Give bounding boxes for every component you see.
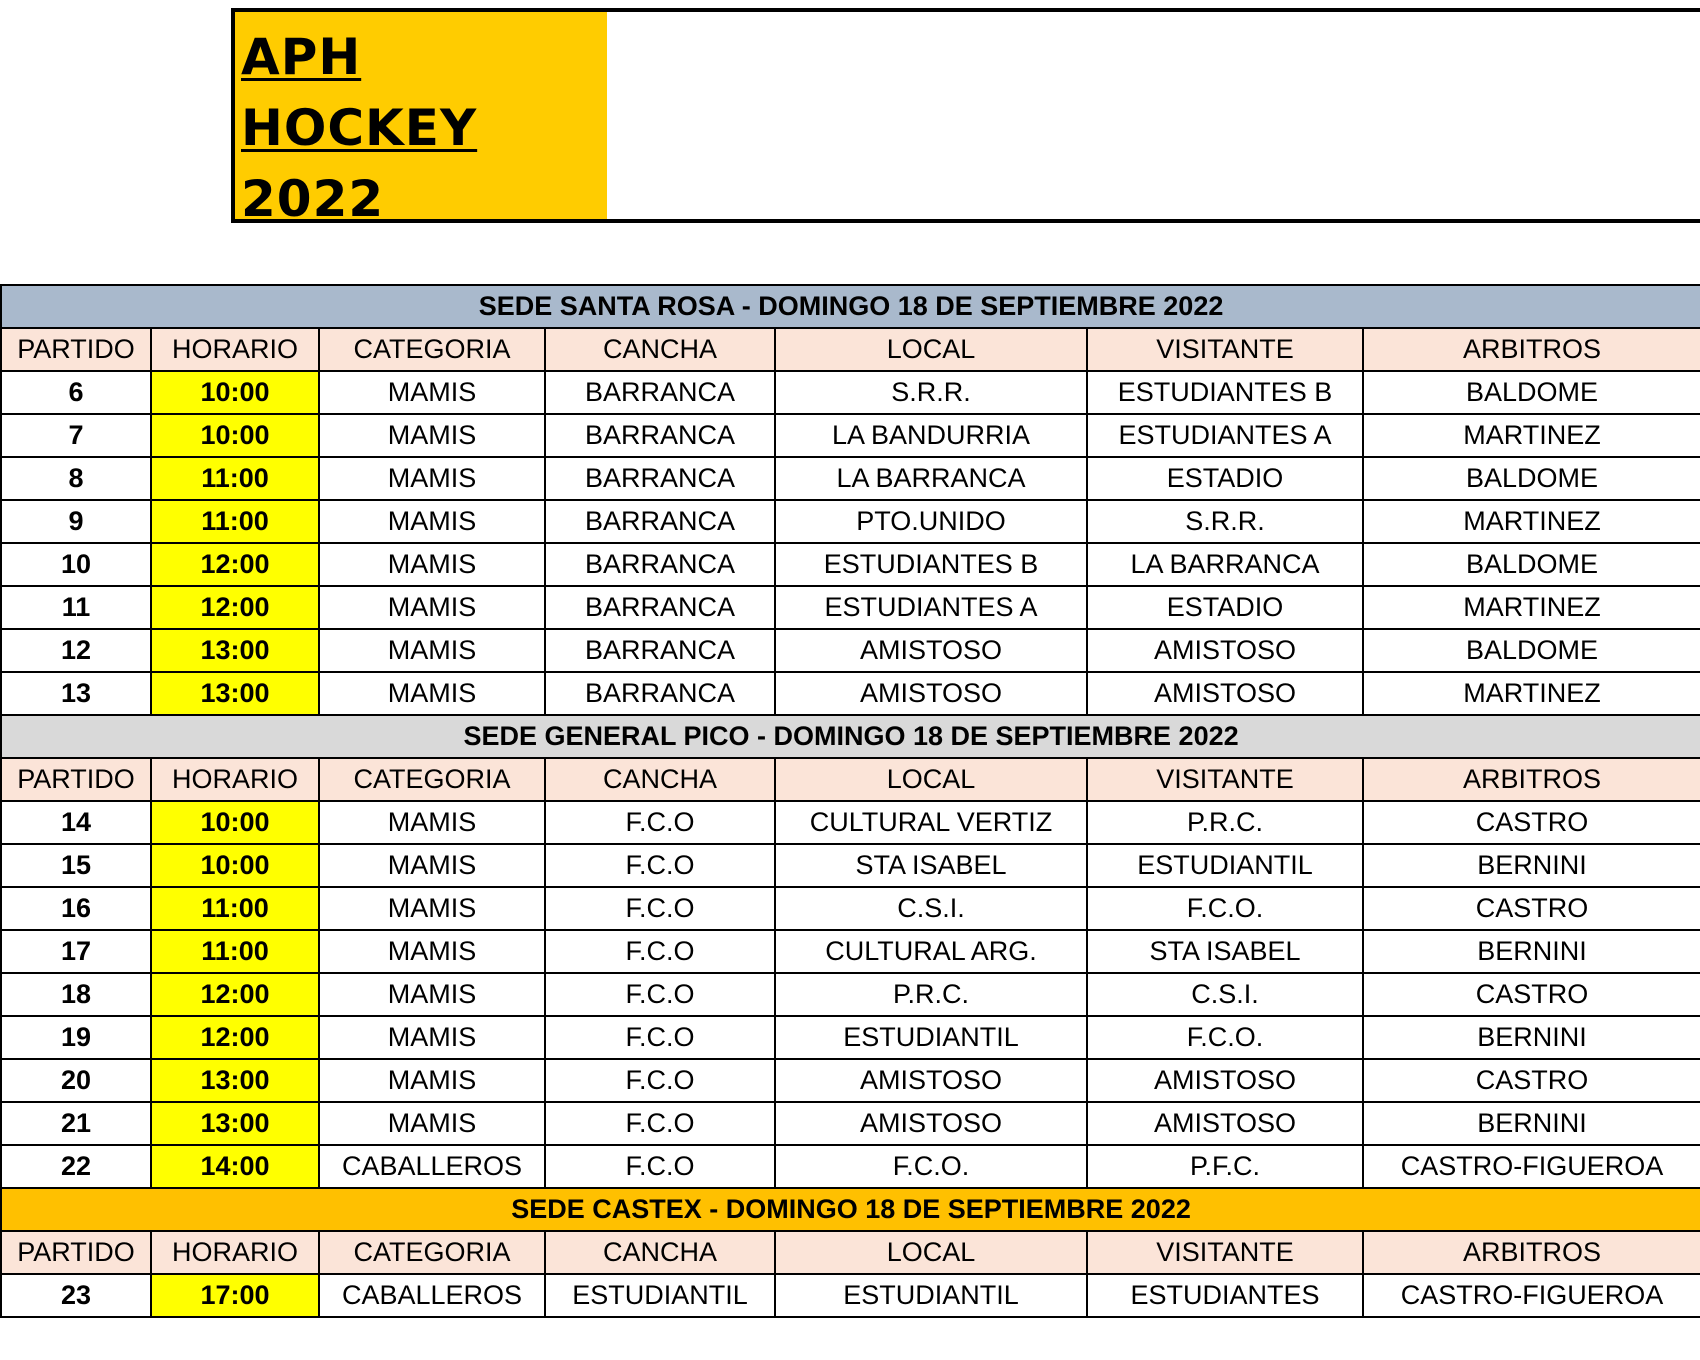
category: MAMIS	[319, 414, 545, 457]
match-time: 12:00	[151, 1016, 319, 1059]
away-team: ESTUDIANTES	[1087, 1274, 1363, 1317]
table-row	[1, 457, 1700, 500]
match-number: 12	[1, 629, 151, 672]
match-time: 13:00	[151, 1059, 319, 1102]
referees: MARTINEZ	[1363, 672, 1700, 715]
category: MAMIS	[319, 371, 545, 414]
section-title: SEDE SANTA ROSA - DOMINGO 18 DE SEPTIEMBRE 2022	[1, 285, 1700, 328]
table-row	[1, 1059, 1700, 1102]
referees: BALDOME	[1363, 457, 1700, 500]
match-number: 21	[1, 1102, 151, 1145]
match-time: 12:00	[151, 586, 319, 629]
field: F.C.O	[545, 973, 775, 1016]
away-team: ESTADIO	[1087, 457, 1363, 500]
field: F.C.O	[545, 844, 775, 887]
home-team: P.R.C.	[775, 973, 1087, 1016]
section-banner	[1, 285, 1700, 328]
referees: BALDOME	[1363, 543, 1700, 586]
section-title: SEDE GENERAL PICO - DOMINGO 18 DE SEPTIEMBRE 2022	[1, 715, 1700, 758]
away-team: AMISTOSO	[1087, 1059, 1363, 1102]
category: MAMIS	[319, 887, 545, 930]
home-team: AMISTOSO	[775, 1102, 1087, 1145]
match-time: 11:00	[151, 887, 319, 930]
referees: BERNINI	[1363, 1102, 1700, 1145]
field: F.C.O	[545, 801, 775, 844]
match-number: 14	[1, 801, 151, 844]
category: MAMIS	[319, 1102, 545, 1145]
table-row	[1, 1145, 1700, 1188]
away-team: ESTUDIANTES B	[1087, 371, 1363, 414]
home-team: AMISTOSO	[775, 672, 1087, 715]
category: MAMIS	[319, 973, 545, 1016]
match-time: 10:00	[151, 414, 319, 457]
header-cancha: CANCHA	[545, 328, 775, 371]
column-header-row	[1, 1231, 1700, 1274]
category: CABALLEROS	[319, 1145, 545, 1188]
category: MAMIS	[319, 586, 545, 629]
table-row	[1, 1016, 1700, 1059]
field: ESTUDIANTIL	[545, 1274, 775, 1317]
category: CABALLEROS	[319, 1274, 545, 1317]
match-time: 13:00	[151, 1102, 319, 1145]
header-cancha: CANCHA	[545, 1231, 775, 1274]
referees: CASTRO	[1363, 887, 1700, 930]
table-row	[1, 672, 1700, 715]
header-partido: PARTIDO	[1, 328, 151, 371]
schedule-body	[1, 285, 1700, 1317]
away-team: STA ISABEL	[1087, 930, 1363, 973]
category: MAMIS	[319, 672, 545, 715]
match-number: 16	[1, 887, 151, 930]
match-time: 13:00	[151, 629, 319, 672]
referees: CASTRO-FIGUEROA	[1363, 1145, 1700, 1188]
match-number: 19	[1, 1016, 151, 1059]
referees: CASTRO-FIGUEROA	[1363, 1274, 1700, 1317]
header-visitante: VISITANTE	[1087, 328, 1363, 371]
away-team: S.R.R.	[1087, 500, 1363, 543]
match-number: 8	[1, 457, 151, 500]
schedule-table	[0, 284, 1700, 1318]
table-row	[1, 586, 1700, 629]
title-line-1: APH	[241, 28, 362, 86]
title-logo	[231, 8, 1700, 228]
home-team: LA BARRANCA	[775, 457, 1087, 500]
away-team: F.C.O.	[1087, 1016, 1363, 1059]
header-categoria: CATEGORIA	[319, 1231, 545, 1274]
match-time: 12:00	[151, 973, 319, 1016]
match-number: 18	[1, 973, 151, 1016]
field: F.C.O	[545, 930, 775, 973]
header-visitante: VISITANTE	[1087, 1231, 1363, 1274]
column-header-row	[1, 758, 1700, 801]
home-team: C.S.I.	[775, 887, 1087, 930]
match-number: 23	[1, 1274, 151, 1317]
away-team: AMISTOSO	[1087, 1102, 1363, 1145]
header-partido: PARTIDO	[1, 758, 151, 801]
match-number: 15	[1, 844, 151, 887]
field: BARRANCA	[545, 414, 775, 457]
match-number: 20	[1, 1059, 151, 1102]
header-partido: PARTIDO	[1, 1231, 151, 1274]
table-row	[1, 844, 1700, 887]
header-categoria: CATEGORIA	[319, 328, 545, 371]
field: F.C.O	[545, 1145, 775, 1188]
match-time: 10:00	[151, 844, 319, 887]
referees: BALDOME	[1363, 371, 1700, 414]
referees: MARTINEZ	[1363, 414, 1700, 457]
table-row	[1, 629, 1700, 672]
referees: CASTRO	[1363, 801, 1700, 844]
table-row	[1, 801, 1700, 844]
field: F.C.O	[545, 1016, 775, 1059]
table-row	[1, 973, 1700, 1016]
field: BARRANCA	[545, 457, 775, 500]
match-time: 10:00	[151, 371, 319, 414]
field: BARRANCA	[545, 586, 775, 629]
table-row	[1, 543, 1700, 586]
category: MAMIS	[319, 801, 545, 844]
away-team: F.C.O.	[1087, 887, 1363, 930]
category: MAMIS	[319, 543, 545, 586]
match-time: 11:00	[151, 457, 319, 500]
away-team: AMISTOSO	[1087, 672, 1363, 715]
section-banner	[1, 1188, 1700, 1231]
away-team: ESTUDIANTIL	[1087, 844, 1363, 887]
category: MAMIS	[319, 457, 545, 500]
title-line-2: HOCKEY	[241, 99, 478, 157]
away-team: ESTUDIANTES A	[1087, 414, 1363, 457]
table-row	[1, 1274, 1700, 1317]
home-team: AMISTOSO	[775, 1059, 1087, 1102]
match-number: 13	[1, 672, 151, 715]
home-team: ESTUDIANTIL	[775, 1016, 1087, 1059]
header-horario: HORARIO	[151, 1231, 319, 1274]
table-row	[1, 1102, 1700, 1145]
category: MAMIS	[319, 1016, 545, 1059]
category: MAMIS	[319, 500, 545, 543]
away-team: P.F.C.	[1087, 1145, 1363, 1188]
match-time: 11:00	[151, 500, 319, 543]
section-title: SEDE CASTEX - DOMINGO 18 DE SEPTIEMBRE 2022	[1, 1188, 1700, 1231]
title-line-3: 2022	[241, 170, 385, 228]
home-team: STA ISABEL	[775, 844, 1087, 887]
match-number: 9	[1, 500, 151, 543]
home-team: F.C.O.	[775, 1145, 1087, 1188]
match-time: 12:00	[151, 543, 319, 586]
away-team: AMISTOSO	[1087, 629, 1363, 672]
field: BARRANCA	[545, 672, 775, 715]
match-number: 11	[1, 586, 151, 629]
field: F.C.O	[545, 887, 775, 930]
match-number: 10	[1, 543, 151, 586]
home-team: PTO.UNIDO	[775, 500, 1087, 543]
referees: BALDOME	[1363, 629, 1700, 672]
header-horario: HORARIO	[151, 758, 319, 801]
away-team: LA BARRANCA	[1087, 543, 1363, 586]
field: BARRANCA	[545, 629, 775, 672]
home-team: CULTURAL VERTIZ	[775, 801, 1087, 844]
header-categoria: CATEGORIA	[319, 758, 545, 801]
home-team: ESTUDIANTES B	[775, 543, 1087, 586]
table-row	[1, 414, 1700, 457]
match-number: 7	[1, 414, 151, 457]
header-cancha: CANCHA	[545, 758, 775, 801]
header-local: LOCAL	[775, 328, 1087, 371]
header-horario: HORARIO	[151, 328, 319, 371]
referees: BERNINI	[1363, 844, 1700, 887]
header-arbitros: ARBITROS	[1363, 328, 1700, 371]
header-visitante: VISITANTE	[1087, 758, 1363, 801]
title-logo-background	[235, 12, 607, 228]
category: MAMIS	[319, 1059, 545, 1102]
match-time: 14:00	[151, 1145, 319, 1188]
referees: BERNINI	[1363, 1016, 1700, 1059]
table-row	[1, 930, 1700, 973]
referees: MARTINEZ	[1363, 500, 1700, 543]
home-team: ESTUDIANTIL	[775, 1274, 1087, 1317]
match-number: 22	[1, 1145, 151, 1188]
match-number: 6	[1, 371, 151, 414]
table-row	[1, 371, 1700, 414]
match-number: 17	[1, 930, 151, 973]
home-team: AMISTOSO	[775, 629, 1087, 672]
field: F.C.O	[545, 1059, 775, 1102]
referees: CASTRO	[1363, 973, 1700, 1016]
header-local: LOCAL	[775, 1231, 1087, 1274]
category: MAMIS	[319, 930, 545, 973]
away-team: ESTADIO	[1087, 586, 1363, 629]
header-arbitros: ARBITROS	[1363, 758, 1700, 801]
home-team: S.R.R.	[775, 371, 1087, 414]
header-arbitros: ARBITROS	[1363, 1231, 1700, 1274]
field: BARRANCA	[545, 371, 775, 414]
home-team: LA BANDURRIA	[775, 414, 1087, 457]
match-time: 13:00	[151, 672, 319, 715]
field: BARRANCA	[545, 500, 775, 543]
referees: CASTRO	[1363, 1059, 1700, 1102]
header-local: LOCAL	[775, 758, 1087, 801]
category: MAMIS	[319, 629, 545, 672]
table-row	[1, 887, 1700, 930]
referees: MARTINEZ	[1363, 586, 1700, 629]
section-banner	[1, 715, 1700, 758]
match-time: 10:00	[151, 801, 319, 844]
match-time: 17:00	[151, 1274, 319, 1317]
away-team: C.S.I.	[1087, 973, 1363, 1016]
category: MAMIS	[319, 844, 545, 887]
home-team: CULTURAL ARG.	[775, 930, 1087, 973]
away-team: P.R.C.	[1087, 801, 1363, 844]
field: BARRANCA	[545, 543, 775, 586]
home-team: ESTUDIANTES A	[775, 586, 1087, 629]
column-header-row	[1, 328, 1700, 371]
field: F.C.O	[545, 1102, 775, 1145]
match-time: 11:00	[151, 930, 319, 973]
table-row	[1, 500, 1700, 543]
referees: BERNINI	[1363, 930, 1700, 973]
